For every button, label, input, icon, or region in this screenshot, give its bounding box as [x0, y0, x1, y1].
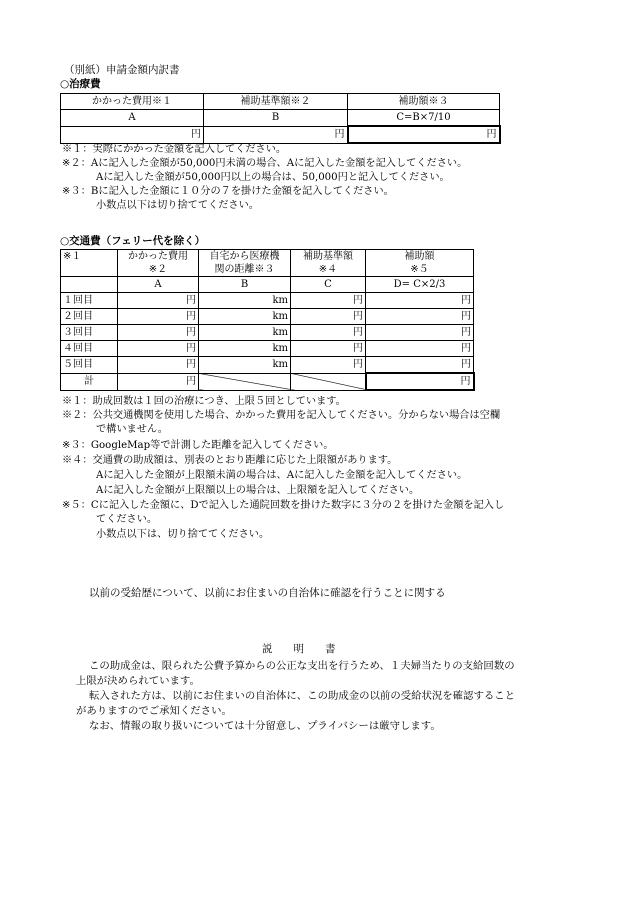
treatment-section-title: ○治療費: [60, 78, 101, 90]
explanation-title: 説 明 書: [262, 643, 336, 655]
transport-row-label: ２回目: [61, 309, 118, 325]
treatment-input-c[interactable]: 円: [348, 126, 500, 143]
transport-letter-b: B: [199, 277, 291, 293]
transport-note-5b: てください。: [96, 514, 158, 525]
transport-header-distance-note: 関の距離※３: [199, 263, 291, 277]
treatment-letter-b: B: [204, 110, 348, 127]
transport-note-3: ※３：GoogleMap等で計測した距離を記入してください。: [62, 440, 334, 451]
transport-row-label: １回目: [61, 293, 118, 309]
transport-cost-cell[interactable]: 円: [118, 325, 199, 341]
transport-header-cost-note: ※２: [118, 263, 199, 277]
transport-total-standard-blank: [291, 373, 366, 390]
transport-total-subsidy[interactable]: 円: [366, 373, 474, 390]
transport-row: [61, 309, 474, 325]
treatment-header-cost: かかった費用※１: [61, 94, 204, 110]
transport-subsidy-cell[interactable]: 円: [366, 341, 474, 357]
transport-standard-cell[interactable]: 円: [291, 357, 366, 374]
transport-distance-cell[interactable]: km: [199, 341, 291, 357]
treatment-letter-c: C=B×7/10: [348, 110, 500, 127]
transport-cost-cell[interactable]: 円: [118, 293, 199, 309]
transport-letter-count: [61, 277, 118, 293]
transport-table: [60, 249, 475, 391]
explanation-p2-line2: がありますのでご承知ください。: [76, 705, 232, 717]
transport-row-label: ５回目: [61, 357, 118, 374]
treatment-note-1: ※１：実際にかかった金額を記入してください。: [62, 144, 287, 155]
transport-subsidy-cell[interactable]: 円: [366, 293, 474, 309]
transport-header-distance: 自宅から医療機: [199, 250, 291, 264]
transport-cost-cell[interactable]: 円: [118, 309, 199, 325]
treatment-input-a[interactable]: 円: [61, 126, 204, 143]
transport-row: [61, 293, 474, 309]
transport-standard-cell[interactable]: 円: [291, 293, 366, 309]
transport-note-4c: Aに記入した金額が上限額以上の場合は、上限額を記入してください。: [96, 485, 420, 496]
transport-header-cost: かかった費用: [118, 250, 199, 264]
treatment-letter-a: A: [61, 110, 204, 127]
transport-row: [61, 357, 474, 374]
transport-row: [61, 325, 474, 341]
explanation-p1-line1: この助成金は、限られた公費予算からの公正な支出を行うため、１夫婦当たりの支給回数の: [89, 660, 515, 672]
transport-note-4b: Aに記入した金額が上限額未満の場合は、Aに記入した金額を記入してください。: [96, 470, 468, 481]
transport-row-label: ３回目: [61, 325, 118, 341]
transport-letter-a: A: [118, 277, 199, 293]
transport-distance-cell[interactable]: km: [199, 357, 291, 374]
treatment-note-3b: 小数点以下は切り捨ててください。: [96, 200, 259, 211]
transport-standard-cell[interactable]: 円: [291, 309, 366, 325]
transport-letter-d: D= C×2/3: [366, 277, 474, 293]
transport-subsidy-cell[interactable]: 円: [366, 325, 474, 341]
transport-note-4: ※４：交通費の助成額は、別表のとおり距離に応じた上限額があります。: [62, 455, 398, 466]
transport-distance-cell[interactable]: km: [199, 293, 291, 309]
history-heading: 以前の受給歴について、以前にお住まいの自治体に確認を行うことに関する: [89, 587, 446, 599]
transport-distance-cell[interactable]: km: [199, 325, 291, 341]
transport-row: [61, 341, 474, 357]
transport-standard-cell[interactable]: 円: [291, 341, 366, 357]
treatment-header-standard: 補助基準額※２: [204, 94, 348, 110]
transport-total-row: [61, 373, 474, 390]
transport-header-count: ※１: [61, 250, 118, 264]
transport-total-cost[interactable]: 円: [118, 373, 199, 390]
transport-subsidy-cell[interactable]: 円: [366, 309, 474, 325]
transport-standard-cell[interactable]: 円: [291, 325, 366, 341]
form-header: （別紙）申請金額内訳書: [64, 64, 180, 76]
transport-row-label: ４回目: [61, 341, 118, 357]
transport-note-1: ※１：助成回数は１回の治療につき、上限５回としています。: [62, 396, 346, 407]
transport-subsidy-cell[interactable]: 円: [366, 357, 474, 374]
treatment-note-3: ※３：Bに記入した金額に１０分の７を掛けた金額を記入してください。: [62, 186, 394, 197]
explanation-p3: なお、情報の取り扱いについては十分留意し、プライバシーは厳守します。: [89, 720, 441, 732]
transport-note-2: ※２：公共交通機関を使用した場合、かかった費用を記入してください。分からない場合は空欄: [62, 410, 501, 421]
transport-header-subsidy: 補助額: [366, 250, 474, 264]
treatment-note-2b: Aに記入した金額が50,000円以上の場合は、50,000円と記入してください。: [96, 172, 450, 183]
transport-cost-cell[interactable]: 円: [118, 341, 199, 357]
transport-total-label: 計: [61, 373, 118, 390]
treatment-table: [60, 93, 501, 144]
transport-letter-c: C: [291, 277, 366, 293]
transport-header-standard-note: ※４: [291, 263, 366, 277]
explanation-p1-line2: 上限が決められています。: [76, 675, 200, 687]
transport-note-2b: で構いません。: [96, 424, 168, 435]
transport-total-distance-blank: [199, 373, 291, 390]
transport-note-5c: 小数点以下は、切り捨ててください。: [96, 529, 270, 540]
treatment-header-subsidy: 補助額※３: [348, 94, 500, 110]
transport-note-5: ※５：Cに記入した金額に、Dで記入した通院回数を掛けた数字に３分の２を掛けた金額を記入し: [62, 500, 505, 511]
treatment-note-2: ※２：Aに記入した金額が50,000円未満の場合、Aに記入した金額を記入してください。: [62, 158, 468, 169]
explanation-p2-line1: 転入された方は、以前にお住まいの自治体に、この助成金の以前の受給状況を確認すること: [89, 690, 516, 702]
transport-header-standard: 補助基準額: [291, 250, 366, 264]
transport-header-count-2: [61, 263, 118, 277]
transport-header-subsidy-note: ※５: [366, 263, 474, 277]
treatment-input-b[interactable]: 円: [204, 126, 348, 143]
transport-cost-cell[interactable]: 円: [118, 357, 199, 374]
transport-distance-cell[interactable]: km: [199, 309, 291, 325]
transport-section-title: ○交通費（フェリー代を除く）: [60, 235, 206, 247]
